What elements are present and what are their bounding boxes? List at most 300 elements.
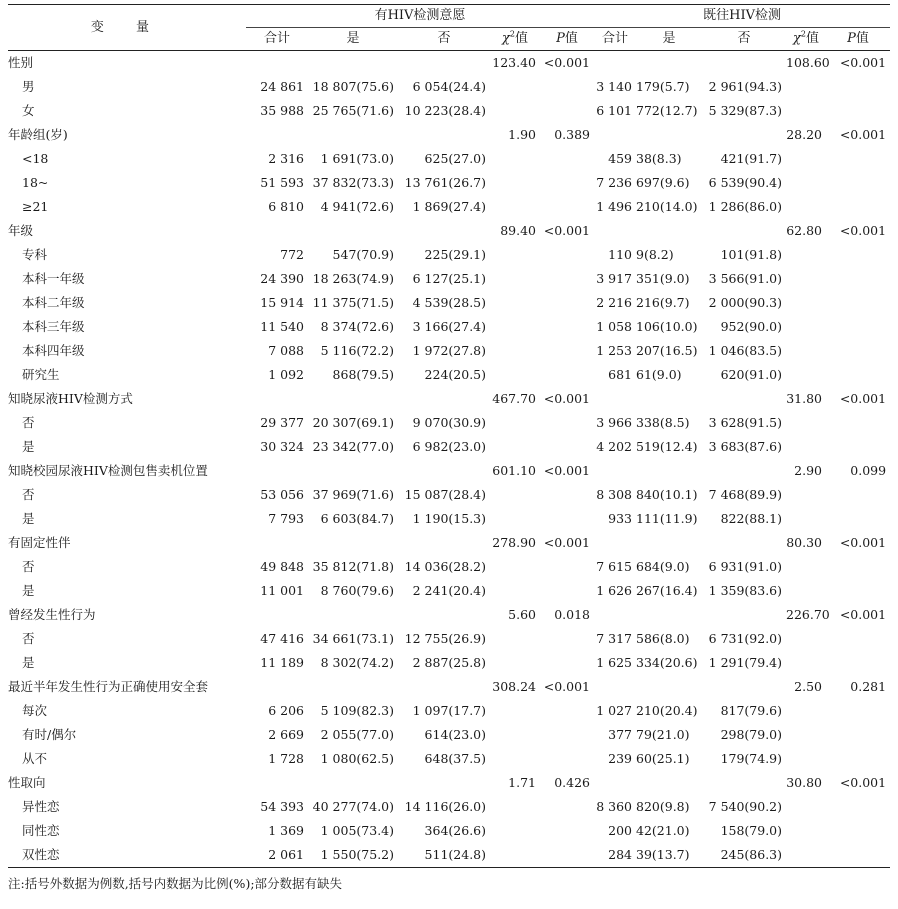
a-chi-square-cell <box>490 339 540 363</box>
a-total-cell: 53 056 <box>260 487 304 502</box>
b-yes-cell: 267(16.4) <box>636 583 698 598</box>
b-p-value-cell <box>826 75 890 99</box>
group-b-header: 既往HIV检测 <box>594 5 890 28</box>
b-chi-square-cell <box>786 75 826 99</box>
a-yes-cell: 8 374(72.6) <box>320 319 394 334</box>
a-chi-square-cell <box>490 819 540 843</box>
a-chi-square-cell <box>490 171 540 195</box>
a-yes-cell <box>308 123 398 147</box>
b-total-cell: 2 216 <box>596 295 633 310</box>
variable-label: 知晓尿液HIV检测方式 <box>8 391 133 406</box>
b-chi-square-cell <box>786 483 826 507</box>
table-group-row <box>8 51 890 76</box>
a-total-cell: 772 <box>280 247 304 262</box>
b-yes-cell: 61(9.0) <box>636 367 682 382</box>
table-body <box>8 51 890 868</box>
a-p-value-cell <box>540 819 594 843</box>
category-label: ≥21 <box>22 199 49 214</box>
a-total-cell: 7 088 <box>268 343 304 358</box>
table-row <box>8 243 890 267</box>
a-chi-square-cell <box>490 99 540 123</box>
a-chi-square-cell <box>490 291 540 315</box>
b-no-cell: 620(91.0) <box>720 367 783 382</box>
a-yes-cell: 6 603(84.7) <box>320 511 394 526</box>
b-yes-cell: 338(8.5) <box>636 415 690 430</box>
a-p-value-cell <box>540 171 594 195</box>
b-chi-square-cell <box>786 267 826 291</box>
a-yes-cell <box>308 459 398 483</box>
table-row <box>8 723 890 747</box>
b-no-cell: 5 329(87.3) <box>708 103 783 118</box>
table-group-row <box>8 459 890 483</box>
a-chi-square-cell: 1.90 <box>508 127 536 142</box>
a-chi-square-cell <box>490 483 540 507</box>
b-chi-square-cell: 30.80 <box>786 775 823 790</box>
category-label: 否 <box>22 559 35 574</box>
b-total-cell <box>594 219 636 243</box>
a-no-cell: 6 127(25.1) <box>412 271 486 286</box>
a-p-value-cell <box>540 75 594 99</box>
table-row <box>8 291 890 315</box>
b-p-value-cell <box>826 291 890 315</box>
a-yes-cell: 2 055(77.0) <box>320 727 394 742</box>
a-yes-cell: 5 109(82.3) <box>320 703 394 718</box>
variable-label: 年龄组(岁) <box>8 127 68 142</box>
document <box>8 4 890 892</box>
b-p-value-cell: 0.281 <box>850 679 887 694</box>
b-total-cell: 7 615 <box>596 559 633 574</box>
a-no-cell: 14 036(28.2) <box>404 559 486 574</box>
a-chi-square-cell <box>490 555 540 579</box>
b-p-value-cell <box>826 651 890 675</box>
a-yes-cell <box>308 675 398 699</box>
b-p-value-cell: <0.001 <box>839 223 887 238</box>
a-no-cell: 1 972(27.8) <box>412 343 486 358</box>
a-chi-square-cell <box>490 411 540 435</box>
category-label: 否 <box>22 487 35 502</box>
b-p-value-cell <box>826 507 890 531</box>
b-yes-cell: 42(21.0) <box>636 823 690 838</box>
a-total-header: 合计 <box>246 28 308 51</box>
a-chi-header: $\chi^2$值 <box>490 28 540 51</box>
a-yes-cell: 8 760(79.6) <box>320 583 394 598</box>
b-yes-cell <box>636 603 702 627</box>
table-row <box>8 555 890 579</box>
b-total-cell: 377 <box>608 727 633 742</box>
a-p-value-cell <box>540 315 594 339</box>
a-no-cell: 364(26.6) <box>424 823 486 838</box>
b-p-value-cell <box>826 339 890 363</box>
b-no-cell: 158(79.0) <box>720 823 783 838</box>
b-no-cell <box>702 771 786 795</box>
a-yes-cell: 1 691(73.0) <box>320 151 394 166</box>
a-no-cell: 10 223(28.4) <box>404 103 486 118</box>
a-total-cell: 51 593 <box>260 175 304 190</box>
a-no-cell: 648(37.5) <box>424 751 486 766</box>
b-p-value-cell <box>826 315 890 339</box>
a-yes-cell: 4 941(72.6) <box>320 199 394 214</box>
table-row <box>8 195 890 219</box>
table-row <box>8 651 890 675</box>
b-total-cell: 1 625 <box>596 655 633 670</box>
variable-label: 曾经发生性行为 <box>8 607 96 622</box>
b-yes-cell <box>636 459 702 483</box>
b-chi-square-cell <box>786 195 826 219</box>
b-no-cell <box>702 531 786 555</box>
b-chi-square-cell <box>786 147 826 171</box>
b-chi-square-cell: 31.80 <box>786 391 823 406</box>
a-p-value-cell <box>540 651 594 675</box>
category-label: 有时/偶尔 <box>22 727 77 742</box>
a-total-cell: 35 988 <box>260 103 304 118</box>
b-total-cell <box>594 675 636 699</box>
a-p-value-cell <box>540 483 594 507</box>
b-chi-square-cell <box>786 579 826 603</box>
b-yes-cell: 772(12.7) <box>636 103 698 118</box>
b-total-cell: 200 <box>608 823 633 838</box>
table-group-row <box>8 771 890 795</box>
b-total-cell: 1 496 <box>596 199 633 214</box>
a-chi-square-cell: 467.70 <box>492 391 536 406</box>
a-total-cell: 11 540 <box>260 319 304 334</box>
a-p-value-cell <box>540 195 594 219</box>
b-total-cell: 3 140 <box>596 79 633 94</box>
a-p-value-cell: <0.001 <box>543 223 591 238</box>
b-chi-square-cell: 62.80 <box>786 223 823 238</box>
a-no-cell <box>398 531 490 555</box>
a-total-cell <box>246 387 308 411</box>
a-no-cell: 225(29.1) <box>424 247 486 262</box>
b-no-cell: 3 683(87.6) <box>708 439 783 454</box>
b-chi-square-cell <box>786 243 826 267</box>
b-p-header: P值 <box>826 28 890 51</box>
a-chi-square-cell <box>490 75 540 99</box>
a-yes-cell <box>308 531 398 555</box>
b-p-value-cell <box>826 747 890 771</box>
a-p-value-cell <box>540 435 594 459</box>
a-chi-square-cell <box>490 195 540 219</box>
b-no-cell: 1 359(83.6) <box>708 583 783 598</box>
category-label: 从不 <box>22 751 48 766</box>
a-p-value-cell <box>540 267 594 291</box>
b-total-cell: 1 027 <box>596 703 633 718</box>
b-chi-square-cell: 108.60 <box>786 55 830 70</box>
b-yes-cell: 79(21.0) <box>636 727 690 742</box>
a-yes-cell: 40 277(74.0) <box>312 799 394 814</box>
a-no-cell <box>398 387 490 411</box>
b-no-cell: 6 931(91.0) <box>708 559 783 574</box>
a-no-cell: 15 087(28.4) <box>404 487 486 502</box>
table-row <box>8 75 890 99</box>
a-no-cell: 224(20.5) <box>424 367 486 382</box>
b-yes-cell: 216(9.7) <box>636 295 690 310</box>
table-group-row <box>8 603 890 627</box>
a-total-cell: 2 669 <box>268 727 304 742</box>
a-no-cell: 511(24.8) <box>398 843 490 868</box>
a-chi-square-cell <box>490 243 540 267</box>
a-yes-cell: 547(70.9) <box>332 247 394 262</box>
b-chi-square-cell: 28.20 <box>786 127 823 142</box>
a-total-cell: 54 393 <box>260 799 304 814</box>
b-p-value-cell <box>826 699 890 723</box>
a-p-value-cell: <0.001 <box>543 391 591 406</box>
b-total-cell: 681 <box>608 367 633 382</box>
b-total-cell: 1 253 <box>596 343 633 358</box>
b-chi-square-cell <box>786 315 826 339</box>
b-p-value-cell <box>826 483 890 507</box>
b-p-value-cell <box>826 579 890 603</box>
category-label: 同性恋 <box>22 823 60 838</box>
b-no-cell: 1 286(86.0) <box>708 199 783 214</box>
b-total-cell: 8 308 <box>596 487 633 502</box>
a-total-cell: 6 206 <box>268 703 304 718</box>
b-yes-cell: 840(10.1) <box>636 487 698 502</box>
b-total-cell <box>594 387 636 411</box>
category-label: 男 <box>22 79 35 94</box>
b-no-cell <box>702 387 786 411</box>
b-no-cell: 298(79.0) <box>720 727 783 742</box>
b-p-value-cell <box>826 435 890 459</box>
a-p-value-cell <box>540 723 594 747</box>
b-yes-cell: 334(20.6) <box>636 655 698 670</box>
table-row <box>8 699 890 723</box>
b-chi-square-cell <box>786 171 826 195</box>
b-total-cell: 6 101 <box>596 103 633 118</box>
a-p-value-cell <box>540 747 594 771</box>
b-total-cell <box>594 123 636 147</box>
b-p-value-cell <box>826 147 890 171</box>
a-p-value-cell <box>540 627 594 651</box>
b-yes-cell: 210(14.0) <box>636 199 698 214</box>
a-yes-cell <box>308 771 398 795</box>
b-no-cell: 817(79.6) <box>720 703 783 718</box>
a-p-header: P值 <box>540 28 594 51</box>
category-label: 否 <box>22 415 35 430</box>
category-label: 专科 <box>22 247 48 262</box>
a-chi-square-cell <box>490 651 540 675</box>
a-total-cell: 1 092 <box>268 367 304 382</box>
table-row <box>8 435 890 459</box>
b-p-value-cell <box>826 723 890 747</box>
a-total-cell <box>246 51 308 76</box>
a-p-value-cell <box>540 843 594 868</box>
a-p-value-cell <box>540 339 594 363</box>
a-total-cell: 15 914 <box>260 295 304 310</box>
a-no-cell <box>398 51 490 76</box>
a-yes-cell: 18 807(75.6) <box>312 79 394 94</box>
a-p-value-cell <box>540 795 594 819</box>
a-yes-cell: 37 969(71.6) <box>312 487 394 502</box>
a-total-cell <box>246 675 308 699</box>
b-no-cell: 3 628(91.5) <box>708 415 783 430</box>
category-label: 研究生 <box>22 367 60 382</box>
b-no-cell: 421(91.7) <box>720 151 783 166</box>
b-chi-square-cell <box>786 435 826 459</box>
table-row <box>8 843 890 868</box>
a-no-cell <box>398 219 490 243</box>
a-chi-square-cell <box>490 843 540 868</box>
b-total-cell: 284 <box>594 843 636 868</box>
b-chi-square-cell <box>786 363 826 387</box>
b-yes-cell: 207(16.5) <box>636 343 698 358</box>
b-chi-square-cell <box>786 339 826 363</box>
b-p-value-cell: 0.099 <box>850 463 887 478</box>
b-yes-cell <box>636 771 702 795</box>
category-label: 双性恋 <box>8 843 246 868</box>
b-total-cell: 110 <box>608 247 633 262</box>
category-label: 本科一年级 <box>22 271 85 286</box>
b-yes-cell: 697(9.6) <box>636 175 690 190</box>
category-label: 本科四年级 <box>22 343 85 358</box>
a-total-cell: 1 369 <box>268 823 304 838</box>
table-group-row <box>8 219 890 243</box>
a-no-cell: 2 241(20.4) <box>412 583 486 598</box>
a-p-value-cell <box>540 507 594 531</box>
a-chi-square-cell: 601.10 <box>492 463 536 478</box>
b-chi-square-cell: 2.90 <box>794 463 823 478</box>
a-total-cell <box>246 771 308 795</box>
a-no-cell <box>398 771 490 795</box>
b-yes-cell: 9(8.2) <box>636 247 674 262</box>
a-p-value-cell: <0.001 <box>543 463 591 478</box>
table-note: 注:括号外数据为例数,括号内数据为比例(%);部分数据有缺失 <box>8 876 343 891</box>
b-total-header: 合计 <box>594 28 636 51</box>
b-chi-square-cell <box>786 99 826 123</box>
category-label: 是 <box>22 439 35 454</box>
a-chi-square-cell <box>490 507 540 531</box>
b-chi-square-cell <box>786 627 826 651</box>
a-total-cell: 11 189 <box>260 655 304 670</box>
a-no-cell: 14 116(26.0) <box>404 799 486 814</box>
a-no-cell: 1 097(17.7) <box>412 703 486 718</box>
a-total-cell <box>246 123 308 147</box>
b-total-cell <box>594 531 636 555</box>
a-chi-square-cell <box>490 747 540 771</box>
table-row <box>8 171 890 195</box>
b-chi-square-cell <box>786 699 826 723</box>
a-chi-square-cell: 1.71 <box>508 775 536 790</box>
b-p-value-cell: <0.001 <box>839 775 887 790</box>
b-total-cell: 3 917 <box>596 271 633 286</box>
a-chi-square-cell <box>490 627 540 651</box>
a-no-cell: 9 070(30.9) <box>412 415 486 430</box>
b-no-cell: 6 731(92.0) <box>708 631 783 646</box>
a-yes-cell: 5 116(72.2) <box>320 343 394 358</box>
a-total-cell <box>246 603 308 627</box>
a-no-cell <box>398 675 490 699</box>
b-yes-cell: 60(25.1) <box>636 751 690 766</box>
b-chi-square-cell: 80.30 <box>786 535 823 550</box>
b-yes-cell <box>636 531 702 555</box>
a-total-cell <box>246 219 308 243</box>
a-chi-square-cell <box>490 795 540 819</box>
a-p-value-cell <box>540 291 594 315</box>
a-p-value-cell: <0.001 <box>543 679 591 694</box>
b-yes-cell: 111(11.9) <box>636 511 698 526</box>
b-no-cell: 3 566(91.0) <box>708 271 783 286</box>
b-yes-cell: 38(8.3) <box>636 151 682 166</box>
b-no-cell: 245(86.3) <box>702 843 786 868</box>
data-table <box>8 4 890 868</box>
table-row <box>8 819 890 843</box>
a-yes-cell: 1 550(75.2) <box>308 843 398 868</box>
variable-label: 性别 <box>8 55 34 70</box>
a-chi-square-cell: 278.90 <box>492 535 536 550</box>
a-no-cell: 3 166(27.4) <box>412 319 486 334</box>
b-no-cell: 822(88.1) <box>720 511 783 526</box>
a-p-value-cell <box>540 99 594 123</box>
b-p-value-cell <box>826 843 890 868</box>
a-total-cell: 2 061 <box>246 843 308 868</box>
category-label: 是 <box>22 583 35 598</box>
b-p-value-cell <box>826 267 890 291</box>
b-total-cell: 7 236 <box>596 175 633 190</box>
table-row <box>8 627 890 651</box>
b-chi-square-cell <box>786 795 826 819</box>
a-yes-cell <box>308 51 398 76</box>
a-yes-cell: 18 263(74.9) <box>312 271 394 286</box>
b-no-cell <box>702 51 786 76</box>
b-no-cell <box>702 675 786 699</box>
b-yes-cell: 179(5.7) <box>636 79 690 94</box>
table-row <box>8 315 890 339</box>
a-total-cell: 24 861 <box>260 79 304 94</box>
b-total-cell: 7 317 <box>596 631 633 646</box>
a-total-cell: 6 810 <box>268 199 304 214</box>
a-chi-square-cell <box>490 699 540 723</box>
b-chi-square-cell <box>786 723 826 747</box>
group-a-header: 有HIV检测意愿 <box>246 5 594 28</box>
b-no-cell <box>702 603 786 627</box>
b-p-value-cell <box>826 555 890 579</box>
b-yes-cell: 519(12.4) <box>636 439 698 454</box>
b-total-cell: 8 360 <box>596 799 633 814</box>
a-chi-square-cell: 308.24 <box>492 679 536 694</box>
a-total-cell: 2 316 <box>268 151 304 166</box>
a-chi-square-cell <box>490 315 540 339</box>
b-chi-square-cell <box>786 819 826 843</box>
a-yes-cell: 11 375(71.5) <box>312 295 394 310</box>
b-chi-header: $\chi^2$值 <box>786 28 826 51</box>
a-no-header: 否 <box>398 28 490 51</box>
b-no-cell: 1 046(83.5) <box>708 343 783 358</box>
a-p-value-cell <box>540 411 594 435</box>
a-chi-square-cell <box>490 579 540 603</box>
a-yes-cell <box>308 603 398 627</box>
a-total-cell: 1 728 <box>268 751 304 766</box>
a-chi-square-cell <box>490 435 540 459</box>
a-total-cell: 11 001 <box>260 583 304 598</box>
table-row <box>8 411 890 435</box>
a-yes-cell: 34 661(73.1) <box>312 631 394 646</box>
b-no-header: 否 <box>702 28 786 51</box>
b-yes-cell <box>636 51 702 76</box>
a-no-cell <box>398 603 490 627</box>
b-no-cell: 6 539(90.4) <box>708 175 783 190</box>
a-no-cell: 1 190(15.3) <box>412 511 486 526</box>
a-yes-cell: 1 080(62.5) <box>320 751 394 766</box>
b-p-value-cell <box>826 243 890 267</box>
variable-label: 知晓校园尿液HIV检测包售卖机位置 <box>8 463 208 478</box>
b-no-cell <box>702 459 786 483</box>
variable-header: 变 量 <box>8 5 246 51</box>
b-p-value-cell <box>826 819 890 843</box>
b-chi-square-cell <box>786 843 826 868</box>
b-yes-cell <box>636 123 702 147</box>
table-row <box>8 483 890 507</box>
a-p-value-cell: 0.389 <box>554 127 591 142</box>
b-yes-cell: 351(9.0) <box>636 271 690 286</box>
